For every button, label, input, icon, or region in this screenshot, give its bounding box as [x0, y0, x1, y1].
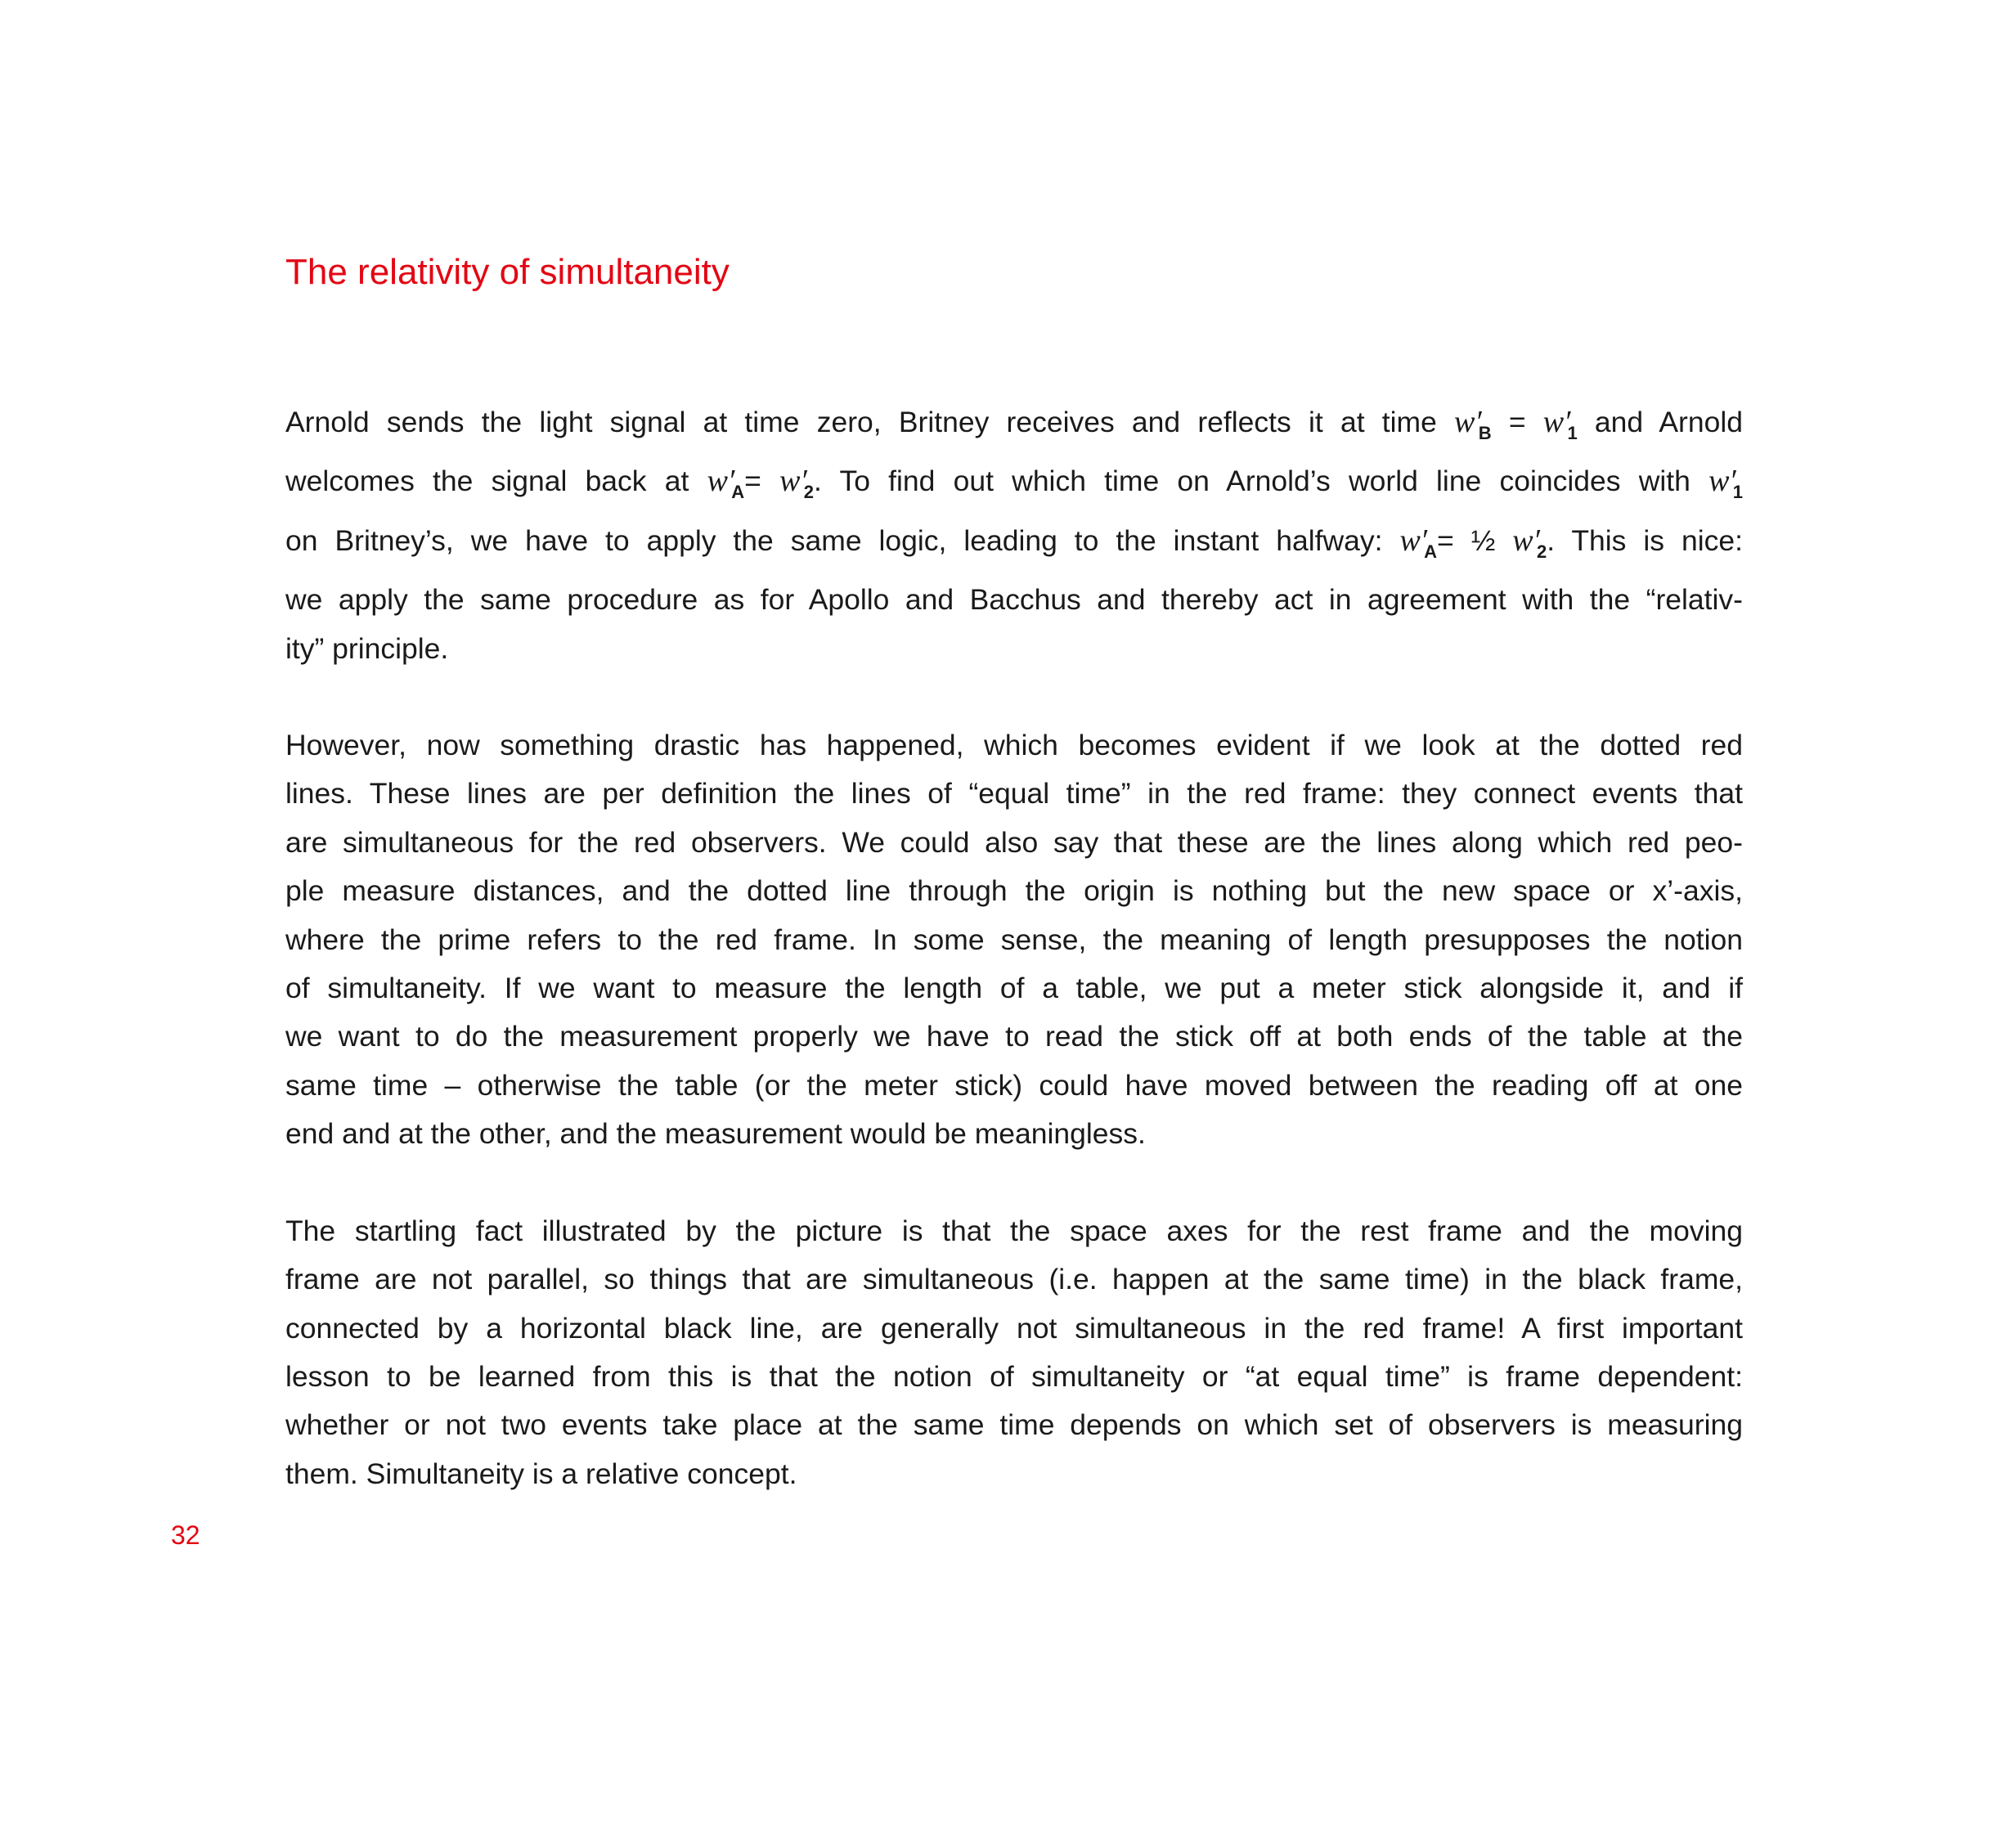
text-line	[285, 819, 1743, 867]
text-line	[285, 1013, 1743, 1061]
text-line	[285, 1401, 1743, 1449]
math-variable: w′	[1708, 464, 1736, 499]
text-run: of simultaneity. If we want to measure the length of a table, we put a meter stick alongside it, and if	[285, 972, 1743, 1005]
text-run: connected by a horizontal black line, are generally not simultaneous in the red frame! A first important	[285, 1311, 1743, 1345]
text-run: However, now something drastic has happened, which becomes evident if we look at the dotted red	[285, 729, 1743, 762]
math-subscript: 2	[1536, 541, 1547, 562]
math-subscript: B	[1478, 423, 1492, 443]
text-run: welcomes the signal back at	[285, 465, 707, 498]
text-line	[285, 398, 1743, 457]
paragraph	[285, 1207, 1743, 1498]
math-variable: w′	[707, 464, 735, 499]
text-run: =	[1491, 406, 1543, 438]
text-line	[285, 625, 1743, 673]
text-run: and Arnold	[1577, 406, 1743, 438]
text-line	[285, 517, 1743, 576]
math-subscript: A	[1424, 541, 1437, 562]
text-line	[285, 457, 1743, 516]
text-line	[285, 721, 1743, 770]
text-line	[285, 1207, 1743, 1255]
text-run: Arnold sends the light signal at time zero, Britney receives and reflects it at time	[285, 406, 1455, 438]
section-title: The relativity of simultaneity	[285, 252, 730, 292]
math-subscript: A	[731, 482, 745, 503]
text-run: frame are not parallel, so things that are simultaneous (i.e. happen at the same time) in the black frame,	[285, 1263, 1743, 1296]
text-run: we apply the same procedure as for Apollo and Bacchus and thereby act in agreement with the “relativ-	[285, 583, 1743, 617]
body-text	[285, 398, 1743, 1498]
text-run: ity” principle.	[285, 631, 449, 665]
text-run: same time – otherwise the table (or the meter stick) could have moved between the reading off at one	[285, 1068, 1743, 1102]
text-run: on Britney’s, we have to apply the same logic, leading to the instant halfway:	[285, 523, 1400, 557]
math-subscript: 1	[1567, 423, 1578, 443]
math-subscript: 2	[803, 482, 815, 503]
text-line	[285, 770, 1743, 818]
text-run: . This is nice:	[1547, 523, 1743, 557]
text-line	[285, 1255, 1743, 1304]
math-variable: w′	[1542, 405, 1571, 439]
text-run: The startling fact illustrated by the picture is that the space axes for the rest frame and the moving	[285, 1214, 1743, 1247]
text-line	[285, 964, 1743, 1013]
text-line	[285, 1353, 1743, 1401]
text-line	[285, 1304, 1743, 1353]
text-run: = ½	[1437, 523, 1513, 557]
text-line	[285, 867, 1743, 915]
text-run: lesson to be learned from this is that the notion of simultaneity or “at equal time” is frame dependent:	[285, 1359, 1743, 1393]
text-run: are simultaneous for the red observers. We could also say that these are the lines along which red peo-	[285, 825, 1743, 859]
paragraph	[285, 721, 1743, 1159]
page-number: 32	[171, 1520, 200, 1550]
math-variable: w′	[1399, 523, 1428, 558]
text-run: =	[744, 465, 780, 498]
text-run: whether or not two events take place at the same time depends on which set of observers is measuring	[285, 1408, 1743, 1442]
text-run: end and at the other, and the measurement would be meaningless.	[285, 1117, 1146, 1151]
text-line	[285, 1110, 1743, 1158]
text-run: them. Simultaneity is a relative concept.	[285, 1457, 797, 1490]
text-run: lines. These lines are per definition the lines of “equal time” in the red frame: they connect events that	[285, 777, 1743, 810]
text-line	[285, 916, 1743, 964]
text-line	[285, 1450, 1743, 1498]
math-variable: w′	[1454, 405, 1482, 439]
math-variable: w′	[1512, 523, 1540, 558]
text-run: where the prime refers to the red frame. In some sense, the meaning of length presupposes the notion	[285, 923, 1743, 956]
text-line	[285, 576, 1743, 624]
math-subscript: 1	[1732, 482, 1743, 503]
text-run: . To find out which time on Arnold’s world line coincides with	[814, 465, 1709, 498]
paragraph	[285, 398, 1743, 673]
text-line	[285, 1062, 1743, 1110]
math-variable: w′	[779, 464, 807, 499]
text-run: ple measure distances, and the dotted line through the origin is nothing but the new space or x’-axis,	[285, 874, 1743, 908]
text-run: we want to do the measurement properly we have to read the stick off at both ends of the table at the	[285, 1020, 1743, 1053]
